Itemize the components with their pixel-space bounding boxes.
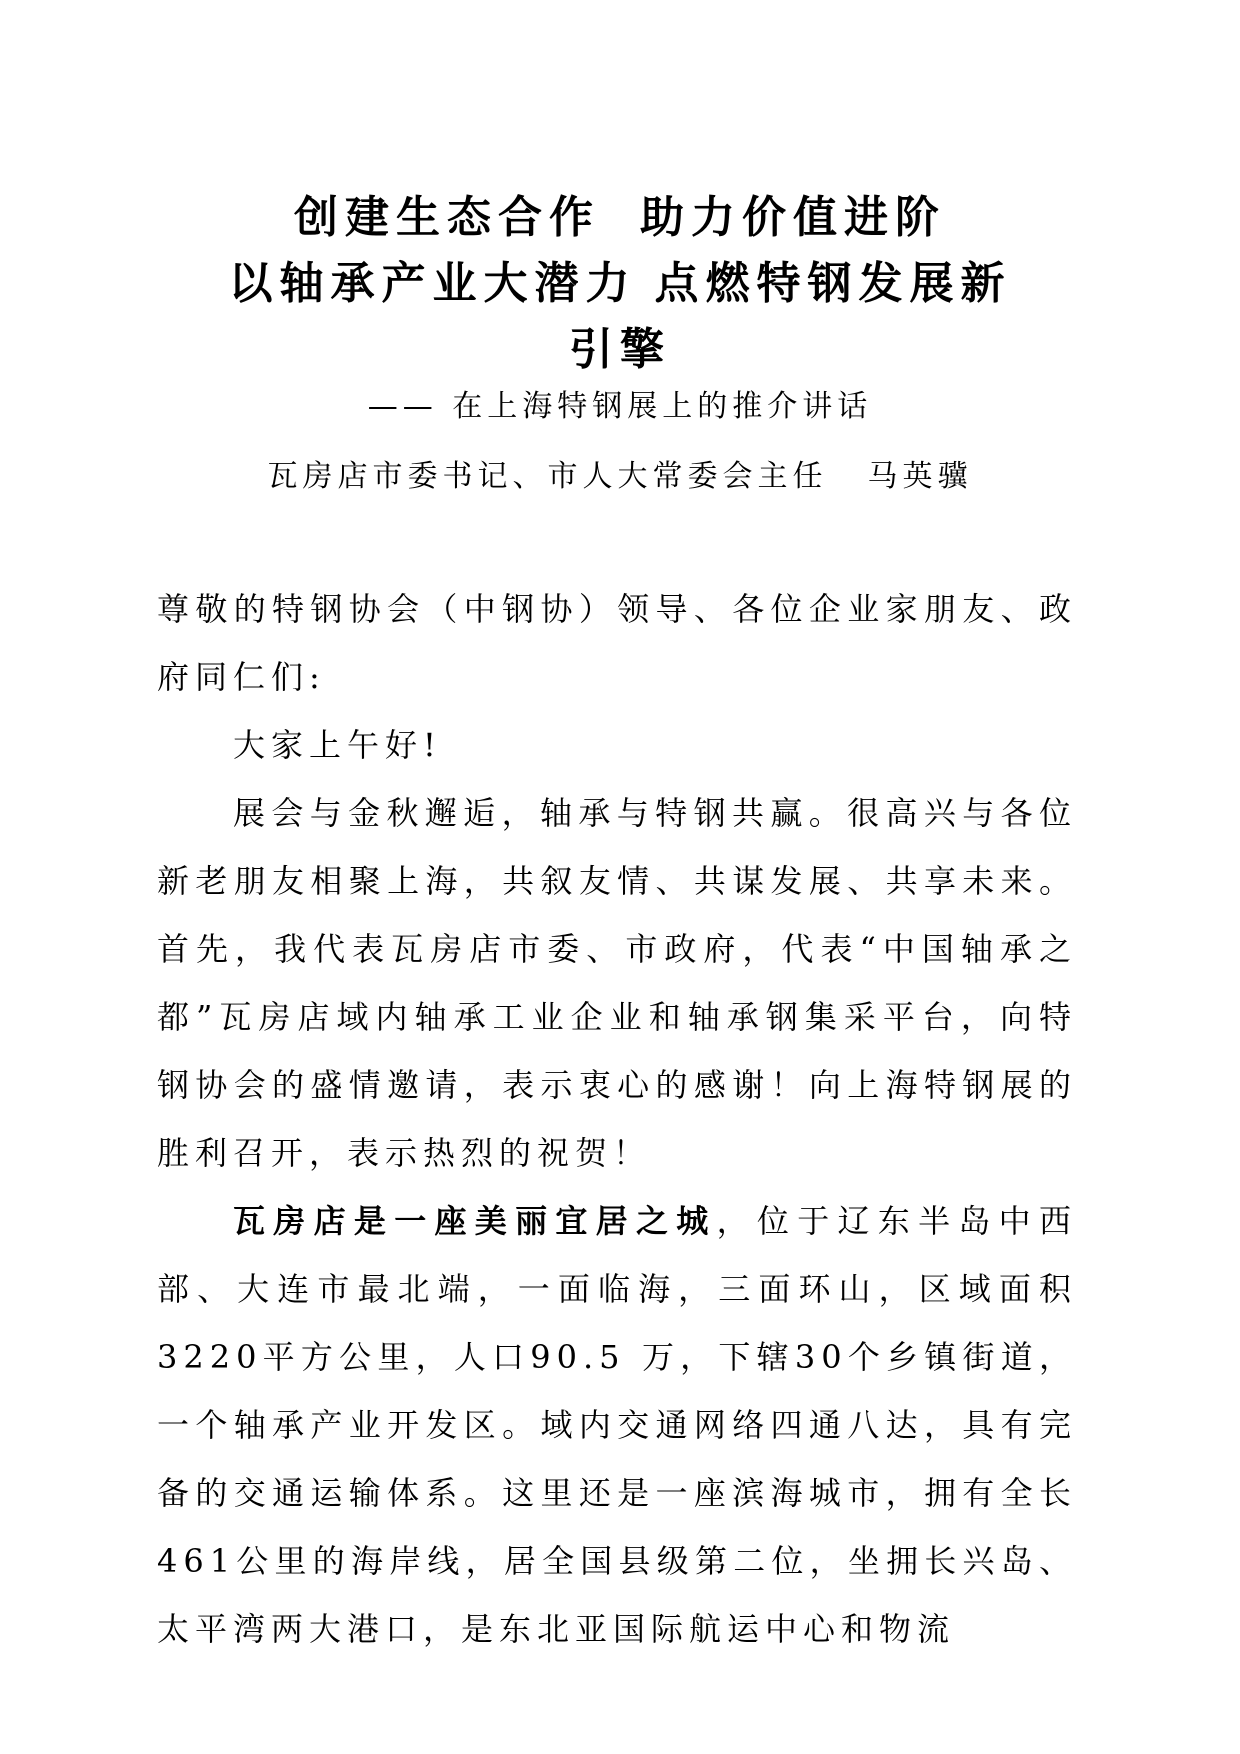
paragraph-2-lead: 瓦房店是一座美丽宜居之城: [233, 1202, 717, 1240]
speech-body: [157, 575, 1077, 1663]
greeting: 大家上午好!: [233, 726, 442, 764]
paragraph-1: 展会与金秋邂逅，轴承与特钢共赢。很高兴与各位新老朋友相聚上海，共叙友情、共谋发展、共享未来。首先，我代表瓦房店市委、市政府，代表“中国轴承之都”瓦房店域内轴承工业企业和轴承钢集采平台，向特钢协会的盛情邀请，表示衷心的感谢！向上海特钢展的胜利召开，表示热烈的祝贺！: [157, 794, 1077, 1172]
author-line: [150, 452, 1090, 502]
title-line-1-part-b: 助力价值进阶: [640, 192, 946, 243]
title-line-2-part-b: 点燃特钢发展新: [654, 258, 1012, 309]
document-title: [150, 185, 1090, 383]
title-line-1-part-a: 创建生态合作: [294, 192, 600, 243]
salutation: 尊敬的特钢协会（中钢协）领导、各位企业家朋友、政府同仁们:: [157, 590, 1077, 696]
author-name: 马英骥: [867, 459, 973, 494]
title-line-2: [150, 251, 1090, 317]
title-line-3: 引擎: [569, 324, 671, 375]
paragraph-2-text: ，位于辽东半岛中西部、大连市最北端，一面临海，三面环山，区域面积3220平方公里，人口90.5 万，下辖30个乡镇街道，一个轴承产业开发区。域内交通网络四通八达，具有完备的交通运输体系。这里还是一座滨海城市，拥有全长461公里的海岸线，居全国县级第二位，坐拥长兴岛、太平湾两大港口，是东北亚国际航运中心和物流: [157, 1202, 1077, 1648]
document-subtitle: —— 在上海特钢展上的推介讲话: [367, 389, 873, 424]
title-line-1: [150, 185, 1090, 251]
paragraph-2: [157, 1187, 1077, 1663]
author-position: 瓦房店市委书记、市人大常委会主任: [267, 459, 828, 494]
title-line-2-part-a: 以轴承产业大潜力: [228, 258, 637, 309]
